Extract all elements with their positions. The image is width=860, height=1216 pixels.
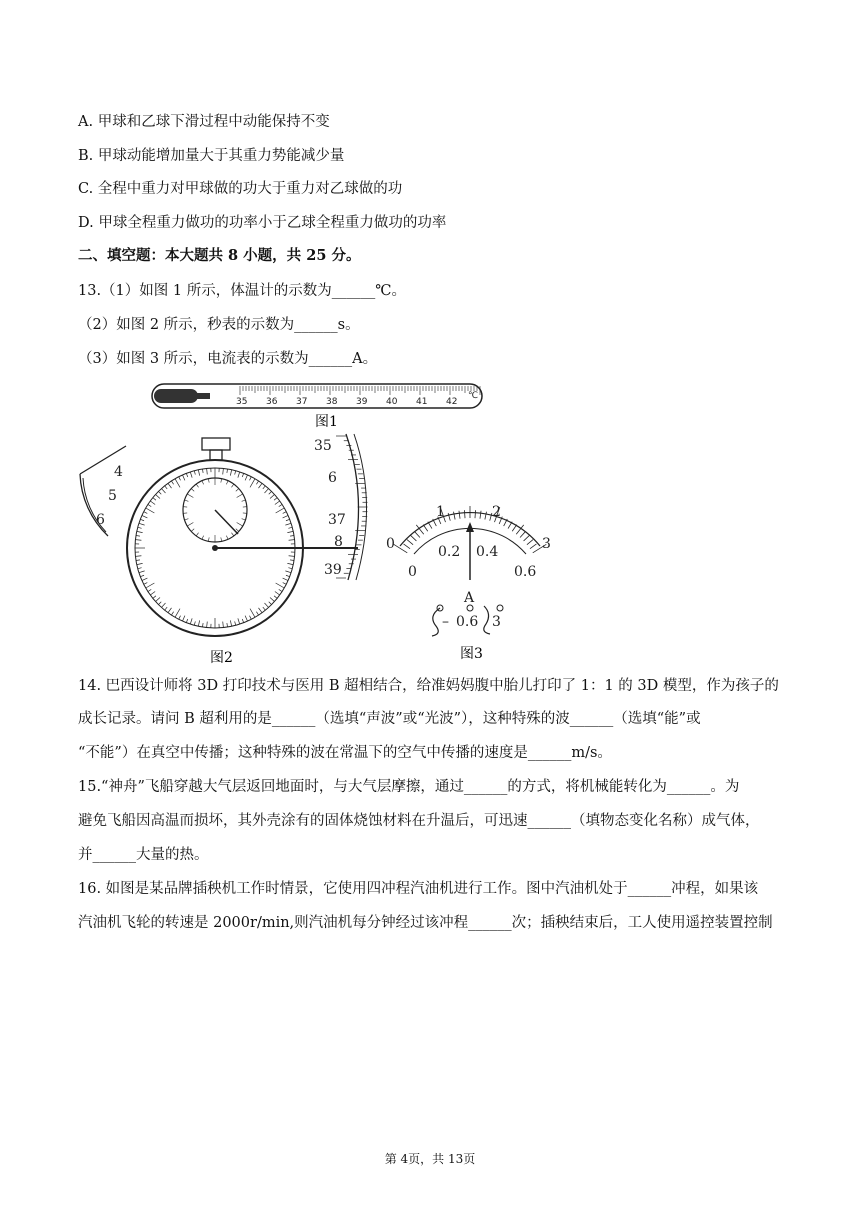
terminal-3: 3: [492, 614, 501, 630]
tick-mark: [136, 535, 140, 536]
tick-mark: [288, 568, 292, 569]
dial-label-5: 5: [108, 488, 117, 504]
tick-mark: [265, 489, 269, 493]
tick-mark: [258, 608, 262, 613]
tick-mark: [290, 535, 294, 536]
tick-mark: [279, 589, 282, 591]
tick-mark: [242, 500, 246, 501]
tick-mark: [290, 560, 294, 561]
fig3-label: 图3: [460, 646, 483, 662]
tick-mark: [226, 481, 228, 485]
option-c: C. 全程中重力对甲球做的功大于重力对乙球做的功: [78, 181, 403, 197]
tick-mark: [161, 603, 165, 607]
tick-mark: [245, 475, 247, 480]
tick-mark: [182, 475, 184, 480]
tick-mark: [137, 563, 143, 564]
tick-mark: [137, 531, 143, 532]
meter-bottom-06: 0.6: [514, 564, 537, 580]
tick-mark: [448, 513, 450, 521]
tick-mark: [207, 468, 208, 474]
tick-mark: [480, 511, 481, 519]
tick-mark: [512, 525, 517, 532]
meter-top-2: 2: [492, 504, 501, 520]
tick-mark: [186, 473, 187, 477]
tick-mark: [283, 583, 287, 585]
tick-mark: [256, 612, 258, 615]
tick-mark: [508, 522, 512, 529]
scale-label-8: 8: [334, 534, 343, 550]
tick-mark: [182, 616, 184, 621]
tick-mark: [454, 512, 456, 520]
q13-line2: （2）如图 2 所示，秒表的示数为______s。: [78, 317, 360, 333]
tick-mark: [485, 512, 487, 520]
tick-mark: [242, 519, 246, 520]
tick-mark: [527, 540, 533, 545]
scale-label-35: 35: [314, 438, 332, 454]
tick-mark: [190, 472, 192, 478]
thermometer-figure: [150, 376, 490, 428]
tick-mark: [144, 583, 148, 585]
tick-mark: [198, 620, 199, 626]
tick-mark: [230, 470, 231, 476]
scale-label-39: 39: [324, 562, 342, 578]
tick-mark: [179, 616, 181, 620]
tick-mark: [283, 578, 288, 580]
scale-label-37: 37: [328, 512, 346, 528]
tick-mark: [142, 578, 147, 580]
tick-mark: [194, 621, 195, 625]
tick-mark: [138, 527, 142, 528]
tick-mark: [415, 532, 420, 538]
tick-mark: [139, 523, 145, 525]
tick-mark: [286, 519, 290, 520]
tick-mark: [256, 481, 258, 484]
tick-mark: [238, 472, 240, 478]
tick-mark: [283, 515, 288, 517]
tick-mark: [156, 494, 160, 498]
tick-mark: [237, 523, 243, 527]
tick-mark: [235, 471, 236, 475]
tick-mark: [289, 556, 295, 557]
thermo-tick-42: 42: [446, 397, 458, 407]
tick-mark: [411, 535, 417, 541]
tick-mark: [153, 498, 156, 501]
tick-mark: [148, 504, 151, 506]
q16-line1: 16. 如图是某品牌插秧机工作时情景，它使用四冲程汽油机进行工作。图中汽油机处于______冲程，如果该: [78, 881, 759, 897]
tick-mark: [250, 616, 252, 620]
tick-mark: [158, 602, 161, 605]
tick-mark: [524, 535, 530, 541]
q14-line2: 成长记录。请问 B 超利用的是______（选填“声波”或“光波”），这种特殊的波______（选填“能”或: [78, 711, 701, 727]
tick-mark: [187, 523, 193, 527]
tick-mark: [187, 494, 193, 498]
thermo-tick-39: 39: [356, 397, 368, 407]
meter-bottom-04: 0.4: [476, 544, 499, 560]
dial-label-4: 4: [114, 464, 123, 480]
tick-mark: [196, 484, 198, 487]
thermo-tick-38: 38: [326, 397, 338, 407]
option-a: A. 甲球和乙球下滑过程中动能保持不变: [78, 114, 330, 130]
tick-mark: [142, 515, 147, 517]
tick-mark: [227, 623, 228, 627]
thermo-tick-36: 36: [266, 397, 278, 407]
option-b: B. 甲球动能增加量大于其重力势能减少量: [78, 148, 345, 164]
q13-line1: 13.（1）如图 1 所示，体温计的示数为______℃。: [78, 283, 406, 299]
tick-mark: [144, 512, 148, 514]
tick-mark: [423, 525, 428, 532]
tick-mark: [158, 491, 161, 494]
tick-mark: [288, 527, 292, 528]
tick-mark: [231, 533, 233, 536]
tick-mark: [223, 622, 224, 628]
tick-mark: [185, 519, 189, 520]
tick-mark: [146, 583, 155, 588]
tick-mark: [231, 484, 233, 487]
tick-mark: [250, 477, 252, 481]
tick-mark: [156, 598, 160, 602]
tick-mark: [242, 473, 243, 477]
fig1-label: 图1: [315, 414, 338, 428]
meter-bottom-0: 0: [408, 564, 417, 580]
q16-line2: 汽油机飞轮的转速是 2000r/min,则汽油机每分钟经过该冲程______次；插秧结束后，工人使用遥控装置控制: [78, 915, 773, 931]
tick-mark: [275, 591, 280, 595]
tick-mark: [258, 483, 262, 488]
tick-mark: [140, 575, 144, 576]
dial-label-6: 6: [96, 512, 105, 528]
tick-mark: [150, 501, 155, 505]
section-title: 二、填空题：本大题共 8 小题，共 25 分。: [78, 247, 361, 264]
tick-mark: [287, 531, 293, 532]
tick-mark: [153, 596, 156, 599]
meter-top-1: 1: [436, 504, 445, 520]
tick-mark: [175, 609, 180, 618]
tick-mark: [138, 568, 142, 569]
tick-mark: [171, 612, 173, 615]
tick-mark: [274, 596, 277, 599]
tick-mark: [236, 489, 239, 492]
page-footer: 第 4页，共 13页: [384, 1152, 476, 1166]
tick-mark: [140, 519, 144, 520]
q14-line1: 14. 巴西设计师将 3D 打印技术与医用 B 超相结合，给准妈妈腹中胎儿打印了 1：1 的 3D 模型，作为孩子的: [78, 678, 779, 694]
tick-mark: [168, 483, 172, 488]
q15-line1: 15.“神舟”飞船穿越大气层返回地面时，与大气层摩擦，通过______的方式，将机械能转化为______。为: [78, 779, 740, 795]
tick-mark: [226, 536, 228, 540]
tick-mark: [250, 609, 255, 618]
scale-label-6: 6: [328, 470, 337, 486]
tick-mark: [221, 537, 222, 541]
tick-mark: [459, 511, 460, 519]
tick-mark: [139, 571, 145, 573]
tick-mark: [275, 501, 280, 505]
tick-mark: [283, 512, 287, 514]
tick-mark: [276, 583, 285, 588]
tick-mark: [235, 621, 236, 625]
terminal-minus: –: [442, 614, 449, 630]
thermo-tick-40: 40: [386, 397, 398, 407]
tick-mark: [165, 486, 168, 489]
tick-mark: [279, 504, 282, 506]
tick-mark: [202, 623, 203, 627]
option-d: D. 甲球全程重力做功的功率小于乙球全程重力做功的功率: [78, 215, 447, 231]
tick-mark: [171, 481, 173, 484]
tick-mark: [285, 571, 291, 573]
thermo-tick-41: 41: [416, 397, 428, 407]
tick-mark: [242, 619, 243, 623]
terminal-06: 0.6: [456, 614, 479, 630]
tick-mark: [135, 556, 141, 557]
tick-mark: [196, 533, 198, 536]
thermo-unit: ℃: [468, 391, 479, 401]
tick-mark: [190, 618, 192, 624]
tick-mark: [270, 494, 274, 498]
tick-mark: [208, 537, 209, 541]
tick-mark: [202, 481, 204, 485]
meter-top-0: 0: [386, 536, 395, 552]
tick-mark: [237, 494, 243, 498]
fig2-label: 图2: [210, 650, 233, 666]
meter-unit: A: [464, 590, 475, 606]
tick-mark: [208, 479, 209, 483]
tick-mark: [165, 607, 168, 610]
tick-mark: [475, 510, 476, 518]
tick-mark: [227, 469, 228, 473]
tick-mark: [191, 489, 194, 492]
tick-mark: [428, 522, 432, 529]
tick-mark: [161, 489, 165, 493]
q13-line3: （3）如图 3 所示，电流表的示数为______A。: [78, 351, 378, 367]
tick-mark: [404, 544, 410, 549]
tick-mark: [191, 529, 194, 532]
tick-mark: [150, 591, 155, 595]
tick-mark: [175, 479, 180, 488]
q14-line3: “不能”）在真空中传播；这种特殊的波在常温下的空气中传播的速度是______m/s。: [78, 745, 612, 761]
tick-mark: [136, 560, 140, 561]
thermo-tick-37: 37: [296, 397, 308, 407]
meter-top-3: 3: [542, 536, 551, 552]
tick-mark: [135, 540, 141, 541]
ammeter-figure: [380, 498, 560, 666]
tick-mark: [223, 468, 224, 474]
tick-mark: [250, 479, 255, 488]
tick-mark: [148, 589, 151, 591]
tick-mark: [407, 540, 413, 545]
q15-line2: 避免飞船因高温而损坏，其外壳涂有的固体烧蚀材料在升温后，可迅速______（填物态变化名称）成气体，: [78, 813, 760, 829]
tick-mark: [221, 479, 222, 483]
seconds-scale-figure: [308, 432, 374, 582]
tick-mark: [230, 620, 231, 626]
tick-mark: [146, 508, 155, 513]
tick-mark: [289, 540, 295, 541]
tick-mark: [530, 544, 536, 549]
q15-line3: 并______大量的热。: [78, 847, 209, 863]
tick-mark: [286, 575, 290, 576]
tick-mark: [464, 510, 465, 518]
tick-mark: [185, 500, 189, 501]
tick-mark: [276, 508, 285, 513]
tick-mark: [207, 622, 208, 628]
tick-mark: [287, 563, 293, 564]
meter-bottom-02: 0.2: [438, 544, 461, 560]
tick-mark: [274, 498, 277, 501]
tick-mark: [202, 536, 204, 540]
tick-mark: [168, 608, 172, 613]
tick-mark: [238, 618, 240, 624]
tick-mark: [202, 469, 203, 473]
tick-mark: [186, 619, 187, 623]
tick-mark: [270, 598, 274, 602]
tick-mark: [263, 607, 266, 610]
tick-mark: [198, 470, 199, 476]
tick-mark: [269, 491, 272, 494]
tick-mark: [179, 477, 181, 481]
tick-mark: [236, 529, 239, 532]
tick-mark: [265, 603, 269, 607]
tick-mark: [194, 471, 195, 475]
tick-mark: [263, 486, 266, 489]
tick-mark: [269, 602, 272, 605]
tick-mark: [520, 532, 525, 538]
tick-mark: [285, 523, 291, 525]
thermo-tick-35: 35: [236, 397, 248, 407]
tick-mark: [245, 616, 247, 621]
